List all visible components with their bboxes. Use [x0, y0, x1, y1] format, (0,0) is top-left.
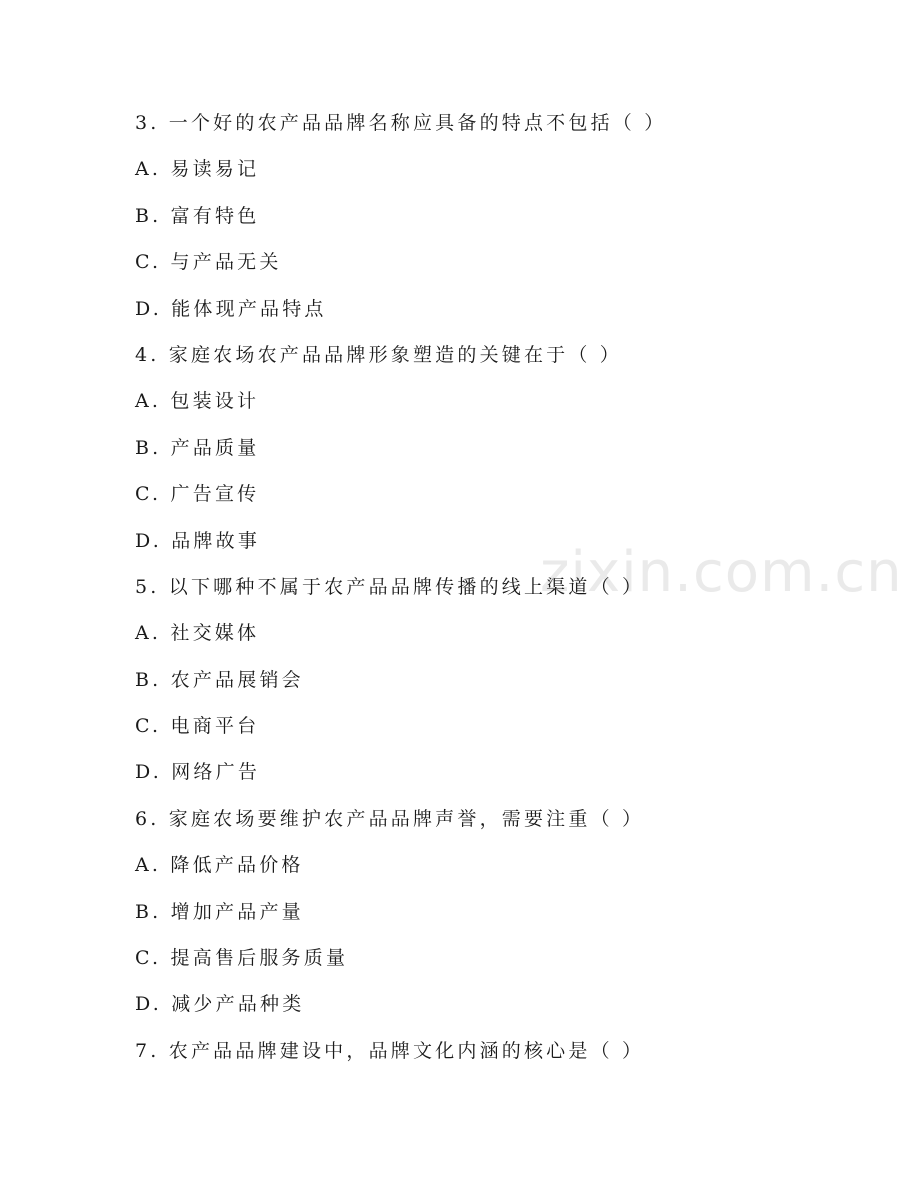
question-4: 4. 家庭农场农产品品牌形象塑造的关键在于（ ）	[135, 343, 623, 366]
question-7: 7. 农产品品牌建设中，品牌文化内涵的核心是（ ）	[135, 1039, 645, 1062]
option-5a: A. 社交媒体	[135, 622, 260, 645]
option-4d: D. 品牌故事	[135, 529, 261, 552]
option-3b: B. 富有特色	[135, 204, 260, 227]
question-3: 3. 一个好的农产品品牌名称应具备的特点不包括（ ）	[135, 112, 667, 134]
question-5: 5. 以下哪种不属于农产品品牌传播的线上渠道（ ）	[135, 575, 645, 598]
option-3c: C. 与产品无关	[135, 251, 282, 274]
question-6: 6. 家庭农场要维护农产品品牌声誉，需要注重（ ）	[135, 807, 645, 830]
option-6d: D. 减少产品种类	[135, 993, 305, 1016]
option-4c: C. 广告宣传	[135, 483, 260, 506]
option-6c: C. 提高售后服务质量	[135, 947, 349, 970]
watermark: zixin.com.cn	[540, 540, 903, 605]
option-5d: D. 网络广告	[135, 761, 261, 784]
option-4a: A. 包装设计	[135, 390, 260, 413]
option-6b: B. 增加产品产量	[135, 900, 304, 923]
option-6a: A. 降低产品价格	[135, 854, 304, 877]
option-3a: A. 易读易记	[135, 158, 260, 181]
option-5c: C. 电商平台	[135, 715, 260, 738]
option-5b: B. 农产品展销会	[135, 668, 304, 691]
option-3d: D. 能体现产品特点	[135, 297, 327, 320]
option-4b: B. 产品质量	[135, 436, 260, 459]
question-list	[135, 106, 855, 1080]
